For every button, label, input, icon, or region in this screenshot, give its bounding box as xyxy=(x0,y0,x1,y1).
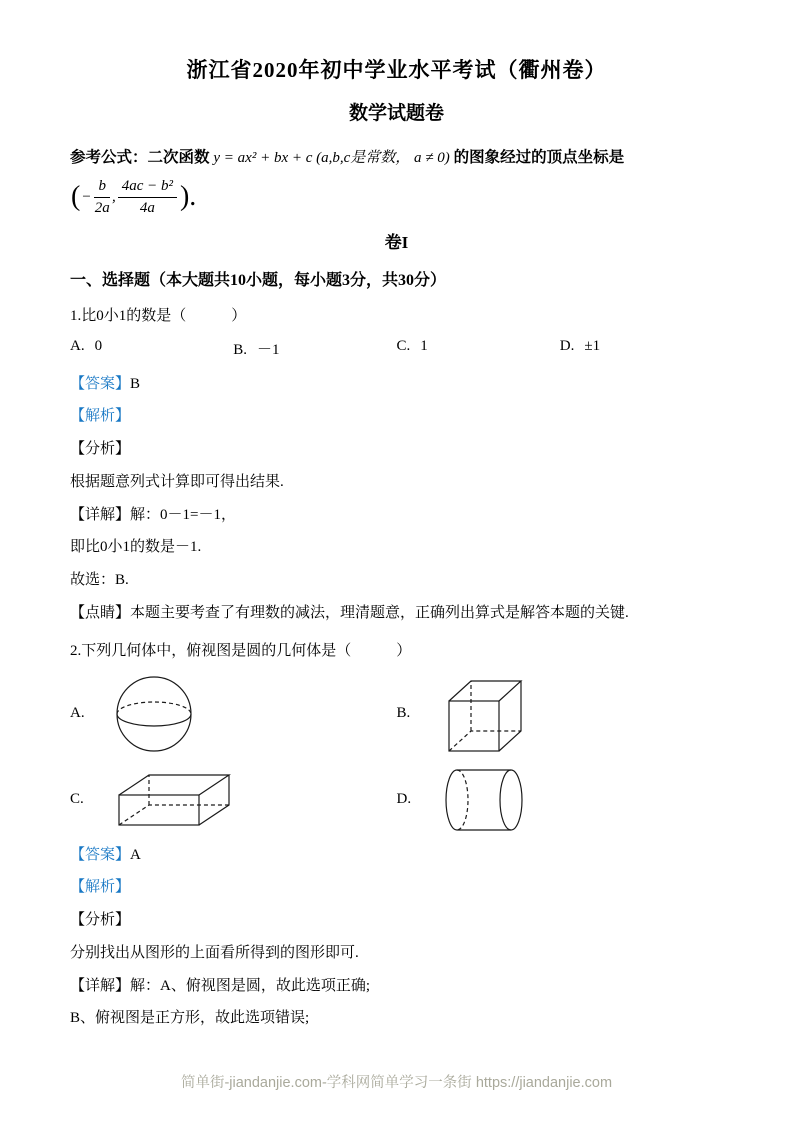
sphere-icon xyxy=(114,674,194,754)
formula-suffix: 的图象经过的顶点坐标是 xyxy=(453,149,625,166)
question-2-text xyxy=(70,639,723,660)
question-2 xyxy=(70,639,723,1031)
option-a-label: A. xyxy=(70,337,85,354)
minus-sign: − xyxy=(81,188,92,205)
option-a xyxy=(70,338,233,359)
fraction-1-numerator: b xyxy=(94,177,110,198)
exam-title: 浙江省2020年初中学业水平考试（衢州卷） xyxy=(186,58,607,82)
shape-option-a xyxy=(70,674,397,754)
reference-formula-line xyxy=(70,145,723,167)
paragraph: 故选：B. xyxy=(70,572,129,588)
option-a-value: 0 xyxy=(94,337,103,354)
page-footer: 简单街-jiandanjie.com-学科网简单学习一条街 https://jiandanjie.com xyxy=(180,1075,613,1091)
answer-value: A xyxy=(130,846,141,863)
paragraph: 【详解】解：A、俯视图是圆，故此选项正确; xyxy=(70,977,371,994)
cube-icon xyxy=(441,673,529,755)
cylinder-icon xyxy=(441,765,525,835)
fraction-1 xyxy=(94,177,110,218)
option-d xyxy=(560,338,723,359)
question-number: 1. xyxy=(70,307,82,324)
vertex-formula xyxy=(70,177,723,218)
option-d-label: D. xyxy=(559,337,575,354)
shape-row-2 xyxy=(70,765,723,835)
exam-subtitle: 数学试题卷 xyxy=(348,103,444,124)
option-b-value: －1 xyxy=(257,341,280,358)
question-stem: 比0小1的数是（ ） xyxy=(81,307,247,324)
question-1 xyxy=(70,304,723,625)
shape-option-d xyxy=(397,765,724,835)
answer-line xyxy=(70,845,723,867)
paragraph: 【点睛】本题主要考查了有理数的减法，理清题意，正确列出算式是解答本题的关键. xyxy=(70,604,629,621)
paragraph: 即比0小1的数是－1. xyxy=(70,539,202,556)
open-paren: ( xyxy=(71,181,81,213)
option-c-value: 1 xyxy=(420,337,428,354)
close-paren: ). xyxy=(179,181,197,213)
paragraph: 分别找出从图形的上面看所得到的图形即可. xyxy=(70,944,359,961)
answer-label: 【答案】 xyxy=(70,846,131,863)
question-number: 2. xyxy=(70,642,82,659)
shape-option-c xyxy=(70,769,397,831)
paragraph: 【详解】解：0－1=－1， xyxy=(70,506,236,523)
analysis-label: 【解析】 xyxy=(70,408,131,425)
paragraph: 根据题意列式计算即可得出结果. xyxy=(70,473,284,490)
analysis-label: 【解析】 xyxy=(70,879,131,896)
shape-b-label: B. xyxy=(396,705,411,721)
fraction-2-numerator: 4ac − b² xyxy=(118,177,177,198)
formula-prefix: 参考公式：二次函数 xyxy=(70,149,210,166)
fraction-2-denominator: 4a xyxy=(139,199,155,216)
question-1-options xyxy=(70,338,723,359)
shape-d-label: D. xyxy=(396,791,412,807)
section-heading: 一、选择题（本大题共10小题，每小题3分，共30分） xyxy=(70,271,447,289)
option-d-value: ±1 xyxy=(584,337,601,354)
answer-value: B xyxy=(130,375,141,392)
fraction-2 xyxy=(118,177,177,218)
formula-math: y = ax² + bx + c (a,b,c是常数， a ≠ 0) xyxy=(213,150,450,166)
option-c-label: C. xyxy=(396,337,411,354)
answer-label: 【答案】 xyxy=(70,375,131,392)
answer-line xyxy=(70,374,723,396)
shape-c-label: C. xyxy=(70,791,84,807)
fraction-1-denominator: 2a xyxy=(94,199,110,216)
paragraph: 【分析】 xyxy=(70,441,131,457)
shape-a-label: A. xyxy=(70,705,85,721)
volume-label: 卷I xyxy=(384,232,409,252)
question-stem: 下列几何体中，俯视图是圆的几何体是（ ） xyxy=(81,642,412,659)
shape-row-1 xyxy=(70,673,723,755)
comma: , xyxy=(111,188,116,205)
shape-option-b xyxy=(397,673,724,755)
paragraph: B、俯视图是正方形，故此选项错误; xyxy=(70,1010,310,1027)
option-b xyxy=(233,338,396,359)
option-b-label: B. xyxy=(233,341,248,358)
option-c xyxy=(397,338,560,359)
paragraph: 【分析】 xyxy=(70,912,131,928)
cuboid-icon xyxy=(114,769,234,831)
question-1-text xyxy=(70,304,723,325)
